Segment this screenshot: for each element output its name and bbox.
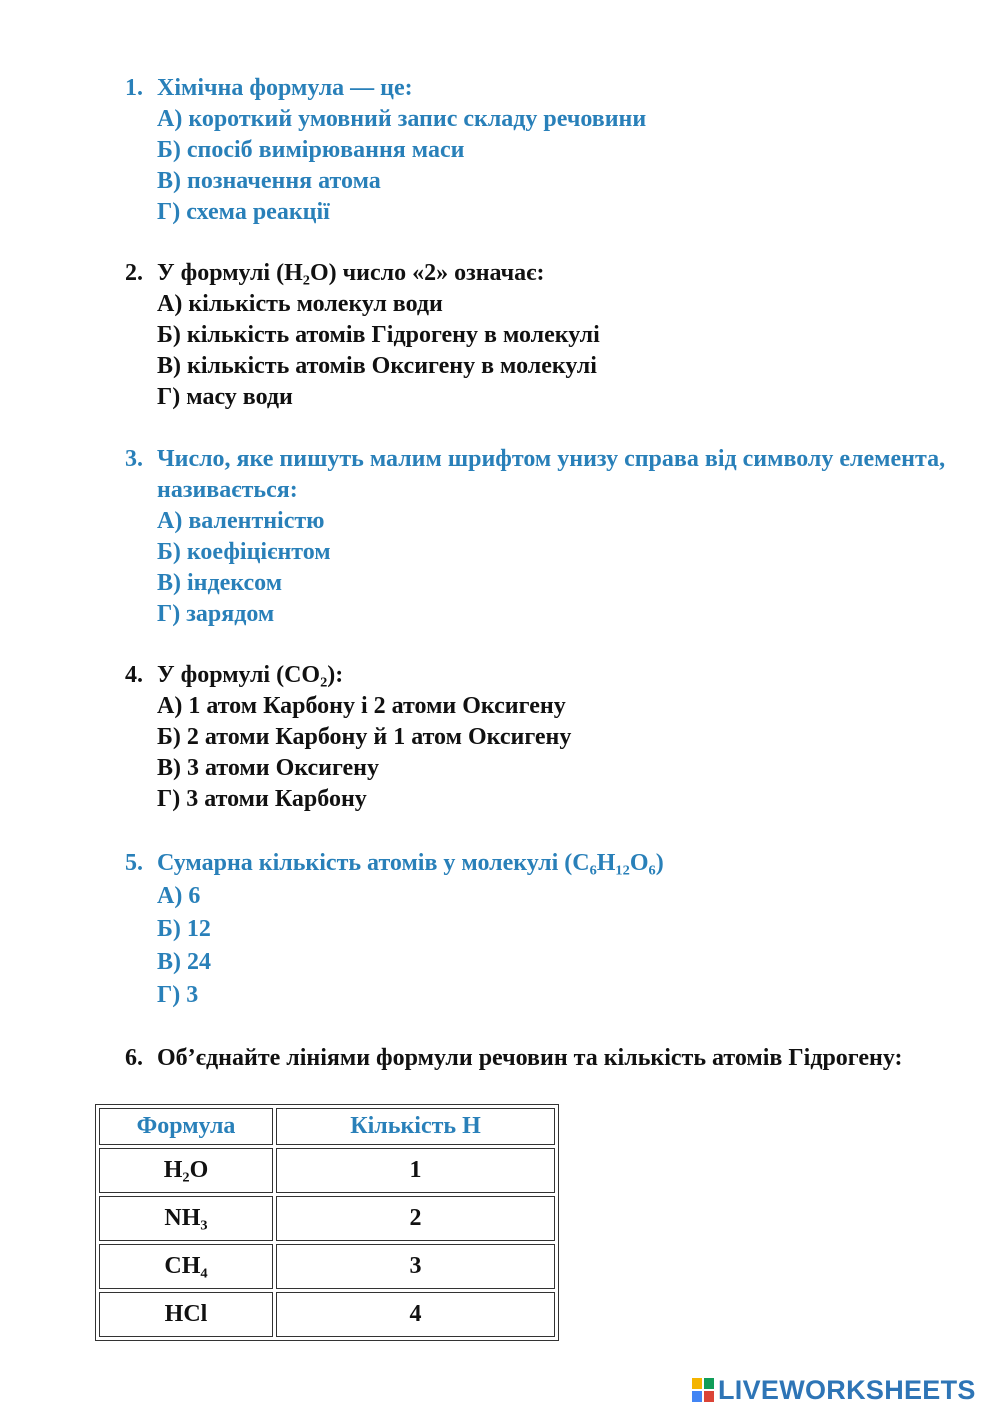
option-d[interactable]: Г) 3 атоми Карбону	[157, 786, 367, 812]
question-text: Хімічна формула — це:	[157, 75, 413, 101]
option-b[interactable]: Б) кількість атомів Гідрогену в молекулі	[157, 322, 600, 348]
question-number: 6.	[125, 1045, 143, 1071]
option-b[interactable]: Б) 2 атоми Карбону й 1 атом Оксигену	[157, 724, 572, 750]
option-b[interactable]: Б) спосіб вимірювання маси	[157, 137, 465, 163]
table-header-row	[99, 1108, 555, 1145]
logo-text: LIVEWORKSHEETS	[718, 1374, 976, 1405]
option-b[interactable]: Б) 12	[157, 916, 211, 942]
question-3	[125, 444, 955, 630]
question-6	[125, 1043, 955, 1074]
table-row	[99, 1196, 555, 1241]
option-a[interactable]: А) короткий умовний запис складу речовини	[157, 106, 647, 132]
formula-cell[interactable]: H₂O	[99, 1148, 273, 1193]
option-c[interactable]: В) позначення атома	[157, 168, 381, 194]
liveworksheets-logo	[692, 1374, 976, 1406]
question-text: Сумарна кількість атомів у молекулі (C₆H₁₂O₆)	[157, 850, 664, 876]
option-d[interactable]: Г) схема реакції	[157, 199, 330, 225]
question-5	[125, 847, 955, 1012]
question-text: У формулі (H₂O) число «2» означає:	[157, 260, 545, 286]
option-a[interactable]: А) кількість молекул води	[157, 291, 443, 317]
question-number: 2.	[125, 260, 143, 286]
question-text: У формулі (CO₂):	[157, 662, 344, 688]
count-cell[interactable]: 1	[276, 1148, 555, 1193]
option-a[interactable]: А) 6	[157, 883, 201, 909]
question-text: Число, яке пишуть малим шрифтом унизу справа від символу елемента, називається:	[157, 446, 946, 503]
question-number: 5.	[125, 850, 143, 876]
option-b[interactable]: Б) коефіцієнтом	[157, 539, 331, 565]
option-c[interactable]: В) 24	[157, 949, 211, 975]
question-number: 3.	[125, 446, 143, 472]
table-row	[99, 1148, 555, 1193]
question-number: 4.	[125, 662, 143, 688]
question-1	[125, 73, 955, 228]
header-formula: Формула	[99, 1108, 273, 1145]
formula-cell[interactable]: HCl	[99, 1292, 273, 1337]
count-cell[interactable]: 2	[276, 1196, 555, 1241]
option-c[interactable]: В) індексом	[157, 570, 283, 596]
formula-cell[interactable]: CH₄	[99, 1244, 273, 1289]
option-d[interactable]: Г) 3	[157, 982, 199, 1008]
question-2	[125, 258, 955, 413]
count-cell[interactable]: 4	[276, 1292, 555, 1337]
option-c[interactable]: В) кількість атомів Оксигену в молекулі	[157, 353, 597, 379]
option-d[interactable]: Г) масу води	[157, 384, 293, 410]
option-a[interactable]: А) валентністю	[157, 508, 325, 534]
option-d[interactable]: Г) зарядом	[157, 601, 275, 627]
table-row	[99, 1292, 555, 1337]
formula-cell[interactable]: NH₃	[99, 1196, 273, 1241]
count-cell[interactable]: 3	[276, 1244, 555, 1289]
question-number: 1.	[125, 75, 143, 101]
table-row	[99, 1244, 555, 1289]
option-a[interactable]: А) 1 атом Карбону і 2 атоми Оксигену	[157, 693, 566, 719]
liveworksheets-mark-icon	[692, 1378, 714, 1402]
question-text: Об’єднайте лініями формули речовин та кількість атомів Гідрогену:	[157, 1045, 903, 1071]
option-c[interactable]: В) 3 атоми Оксигену	[157, 755, 380, 781]
matching-table	[95, 1104, 559, 1341]
header-hydrogen-count: Кількість Н	[276, 1108, 555, 1145]
question-4	[125, 660, 955, 815]
